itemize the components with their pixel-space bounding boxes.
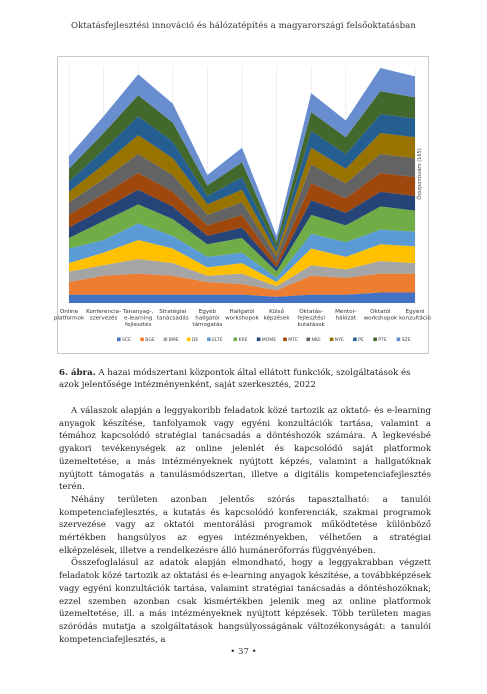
- x-tick-label: Online platformok: [53, 309, 85, 322]
- figure-caption: [59, 367, 431, 391]
- legend-swatch: [234, 338, 238, 342]
- paragraph: A válaszok alapján a leggyakoribb feladatok közé tartozik az oktató- és e-learning anyagok készítése, tanfolyamok vagy egyéni konzultációk tartása, valamint a témához kapcsolódó stratégiai tanácsadás a döntéshozók számára. A legkevésbé gyakori tevékenységek az online jelenlét és kapcsolódó saját platformok üzemeltetése, a más intézményeknek nyújtott képzés, valamint a hallgatóknak nyújtott támogatás a tanulásmódszertan, illetve a digitális kompetenciafejlesztés terén.: [59, 406, 431, 493]
- legend-label: ELTE: [212, 338, 223, 343]
- legend-swatch: [307, 338, 311, 342]
- running-header: Oktatásfejlesztési innováció és hálózatépítés a magyarországi felsőoktatásban: [71, 21, 416, 31]
- legend-swatch: [140, 338, 144, 342]
- legend-swatch: [397, 338, 401, 342]
- x-tick-label: Konferencia-szervezés: [86, 309, 122, 322]
- body-text: [59, 405, 431, 646]
- chart-y-axis-label: Összpontszám (165): [417, 148, 423, 200]
- legend-swatch: [330, 338, 334, 342]
- x-tick-label: Hallgatói workshopok: [225, 309, 259, 322]
- stacked-area-chart: [53, 56, 431, 354]
- legend-label: NKE: [311, 338, 321, 343]
- legend-swatch: [257, 338, 261, 342]
- legend-swatch: [187, 338, 191, 342]
- figure-caption-label: 6. ábra.: [59, 368, 96, 378]
- figure-caption-text: A hazai módszertani központok által ellátott funkciók, szolgáltatások és azok jelentősége intézményenként, saját szerkesztés, 2022: [59, 368, 411, 390]
- x-tick-label: Mentor-hálózat: [335, 309, 357, 322]
- legend-label: SZE: [401, 338, 411, 343]
- legend-label: SCE: [122, 338, 132, 343]
- x-tick-label: Stratégiai tanácsadás: [156, 309, 189, 322]
- x-tick-label: Oktatás-fejlesztési kutatások: [297, 309, 326, 328]
- legend-label: PE: [358, 338, 364, 343]
- legend-swatch: [117, 338, 121, 342]
- legend-swatch: [283, 338, 287, 342]
- legend-swatch: [164, 338, 168, 342]
- legend-label: NYE: [334, 338, 344, 343]
- x-tick-label: Külső képzések: [263, 309, 290, 322]
- legend-label: MOME: [261, 338, 277, 343]
- x-tick-label: Egyéni konzultáció: [399, 309, 431, 322]
- figure-stacked-area-chart: [53, 56, 431, 354]
- legend-label: BGE: [145, 338, 155, 343]
- x-tick-label: Tananyag-, e-learning fejlesztés: [122, 309, 154, 328]
- paragraph: Néhány területen azonban jelentős szórás tapasztalható: a tanulói kompetenciafejlesztés, a kutatás és kapcsolódó konferenciák, szakmai programok szervezése vagy az oktatói mentorálási programok működtetése különböző mértékben hangsúlyos az egyes intézményekben, vélhetően a stratégiai elképzelések, illetve a rendelkezésre álló humánerőforrás függvényében.: [59, 494, 431, 556]
- x-tick-label: Oktatói workshopok: [363, 309, 398, 322]
- legend-label: MTE: [288, 338, 298, 343]
- legend-label: BME: [168, 338, 179, 343]
- legend-swatch: [353, 338, 357, 342]
- legend-swatch: [207, 338, 211, 342]
- paragraph: Összefoglalásul az adatok alapján elmondható, hogy a leggyakrabban végzett feladatok közé tartozik az oktatási és e-learning anyagok készítése, a továbbképzések vagy egyéni konzultációk tartása, valamint stratégiai tanácsadás a döntéshozóknak; ezzel szemben azonban csak kismértékben jelenik meg az online platformok üzemeltetése, ill. a más intézményeknek nyújtott képzések. Több területen magas szóródás mutatja a szolgáltatások hangsúlyosságának változékonyságát: a tanulói kompetenciafejlesztés, a: [59, 558, 431, 645]
- legend-label: KRE: [238, 338, 248, 343]
- legend-label: DE: [191, 338, 199, 343]
- legend-swatch: [373, 338, 377, 342]
- x-tick-label: Egyéb hallgatói támogatás: [192, 309, 223, 328]
- page-number: • 37 •: [230, 647, 257, 657]
- legend-label: PTE: [378, 338, 387, 343]
